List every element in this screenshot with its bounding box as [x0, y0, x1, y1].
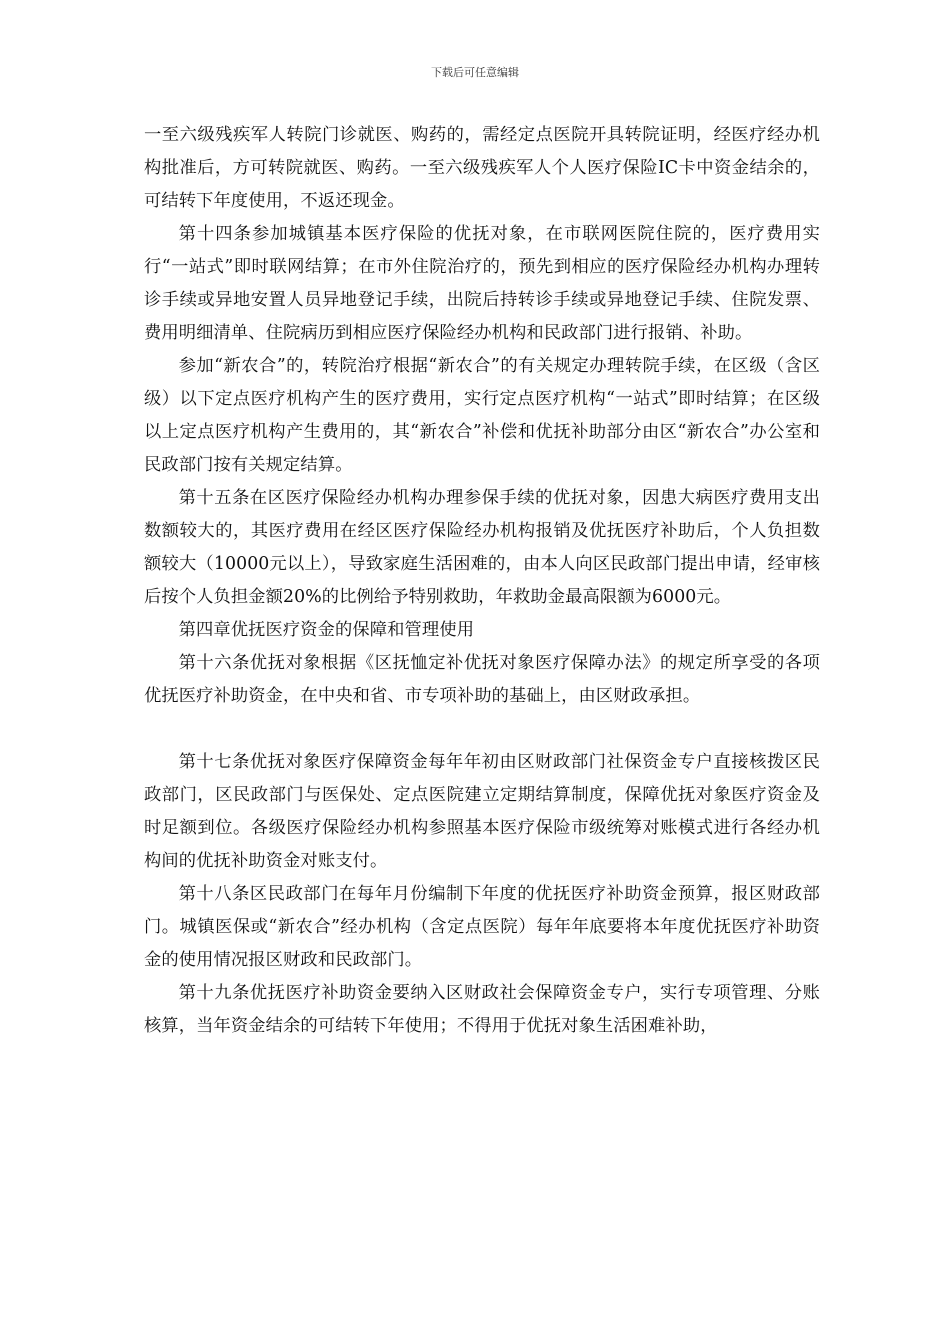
paragraph-new-rural-coop: 参加“新农合”的，转院治疗根据“新农合”的有关规定办理转院手续，在区级（含区级）以下定点医疗机构产生的医疗费用，实行定点医疗机构“一站式”即时结算；在区级以上定点医疗机构产生费用的，其“新农合”补偿和优抚补助部分由区“新农合”办公室和民政部门按有关规定结算。 — [144, 356, 820, 475]
document-body — [144, 119, 820, 1043]
page-header: 下载后可任意编辑 — [431, 66, 519, 79]
chapter-4-heading: 第四章优抚医疗资金的保障和管理使用 — [178, 620, 475, 640]
paragraph-article-15: 第十五条在区医疗保险经办机构办理参保手续的优抚对象，因患大病医疗费用支出数额较大的，其医疗费用在经区医疗保险经办机构报销及优抚医疗补助后，个人负担数额较大（10000元以上），导致家庭生活困难的，由本人向区民政部门提出申请，经审核后按个人负担金额20%的比例给予特别救助，年救助金最高限额为6000元。 — [144, 488, 820, 607]
paragraph-article-17: 第十七条优抚对象医疗保障资金每年年初由区财政部门社保资金专户直接核拨区民政部门，区民政部门与医保处、定点医院建立定期结算制度，保障优抚对象医疗资金及时足额到位。各级医疗保险经办机构参照基本医疗保险市级统筹对账模式进行各经办机构间的优抚补助资金对账支付。 — [144, 752, 820, 871]
paragraph-article-19: 第十九条优抚医疗补助资金要纳入区财政社会保障资金专户，实行专项管理、分账核算，当年资金结余的可结转下年使用；不得用于优抚对象生活困难补助， — [144, 983, 820, 1036]
paragraph-article-18: 第十八条区民政部门在每年月份编制下年度的优抚医疗补助资金预算，报区财政部门。城镇医保或“新农合”经办机构（含定点医院）每年年底要将本年度优抚医疗补助资金的使用情况报区财政和民政部门。 — [144, 884, 820, 970]
paragraph-article-14: 第十四条参加城镇基本医疗保险的优抚对象，在市联网医院住院的，医疗费用实行“一站式”即时联网结算；在市外住院治疗的，预先到相应的医疗保险经办机构办理转诊手续或异地安置人员异地登记手续，出院后持转诊手续或异地登记手续、住院发票、费用明细清单、住院病历到相应医疗保险经办机构和民政部门进行报销、补助。 — [144, 224, 820, 343]
paragraph-article-16: 第十六条优抚对象根据《区抚恤定补优抚对象医疗保障办法》的规定所享受的各项优抚医疗补助资金，在中央和省、市专项补助的基础上，由区财政承担。 — [144, 653, 820, 706]
paragraph-1: 一至六级残疾军人转院门诊就医、购药的，需经定点医院开具转院证明，经医疗经办机构批准后，方可转院就医、购药。一至六级残疾军人个人医疗保险IC卡中资金结余的，可结转下年度使用，不返还现金。 — [144, 125, 820, 211]
